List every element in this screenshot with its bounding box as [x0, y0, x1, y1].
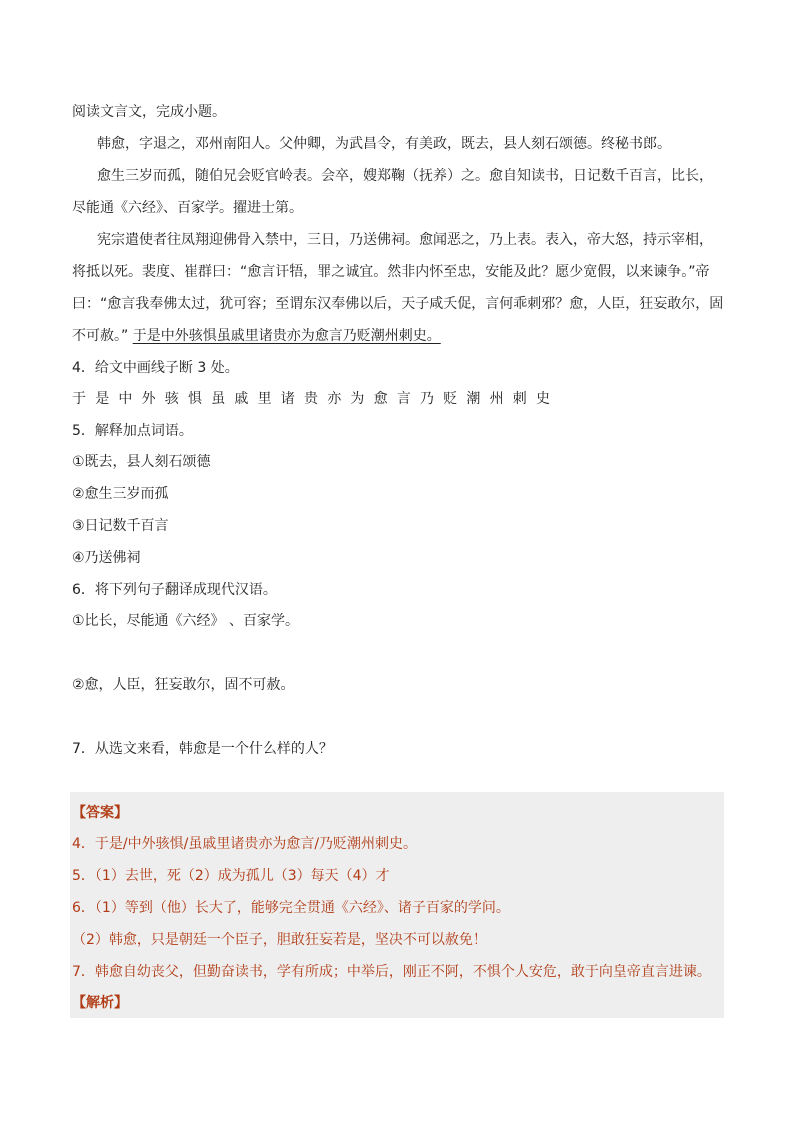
- question-5-item-1: ①既去，县人刻石颂德: [72, 454, 211, 470]
- question-4: 4．给文中画线子断 3 处。: [72, 360, 239, 376]
- question-6-item-1: ①比长，尽能通《六经》 、百家学。: [72, 613, 300, 629]
- question-4-sentence: 于是中外骇惧虽戚里诸贵亦为愈言乃贬潮州刺史: [72, 391, 560, 407]
- passage-line-4-plain: 不可赦。”: [72, 328, 129, 344]
- question-5-item-4: ④乃送佛祠: [72, 550, 141, 566]
- passage-paragraph-3-line-4: [72, 326, 441, 346]
- passage-paragraph-2-line-1: 愈生三岁而孤，随伯兄会贬官岭表。会卒，嫂郑鞠（抚养）之。愈自知读书，日记数千百言，比长，: [97, 168, 713, 184]
- question-5: 5．解释加点词语。: [72, 423, 193, 439]
- analysis-heading: 【解析】: [72, 995, 128, 1011]
- passage-paragraph-3-line-1: 宪宗遣使者往凤翔迎佛骨入禁中，三日，乃送佛祠。愈闻恶之，乃上表。表入，帝大怒，持示宰相，: [97, 232, 713, 248]
- question-6-item-2: ②愈，人臣，狂妄敢尔，固不可赦。: [72, 677, 295, 693]
- question-5-item-2: ②愈生三岁而孤: [72, 486, 169, 502]
- question-7: 7．从选文来看，韩愈是一个什么样的人？: [72, 741, 333, 757]
- passage-intro: 阅读文言文，完成小题。: [72, 104, 226, 120]
- question-5-item-3: ③日记数千百言: [72, 518, 169, 534]
- answer-5: 5．（1）去世，死（2）成为孤儿（3）每天（4）才: [72, 868, 390, 884]
- underlined-sentence: 于是中外骇惧虽戚里诸贵亦为愈言乃贬潮州刺史。: [132, 328, 441, 344]
- answer-6-2: （2）韩愈，只是朝廷一个臣子，胆敢狂妄若是，坚决不可以赦免！: [72, 932, 487, 948]
- question-6: 6．将下列句子翻译成现代汉语。: [72, 582, 277, 598]
- passage-paragraph-3-line-2: 将抵以死。裴度、崔群曰：“愈言讦牾，罪之诚宜。然非内怀至忠，安能及此？愿少宽假，以来谏争。”帝: [72, 264, 710, 280]
- answer-6-1: 6．（1）等到（他）长大了，能够完全贯通《六经》、诸子百家的学问。: [72, 900, 510, 916]
- passage-paragraph-2-line-2: 尽能通《六经》、百家学。擢进士第。: [72, 200, 303, 216]
- answer-4: 4．于是/中外骇惧/虽戚里诸贵亦为愈言/乃贬潮州刺史。: [72, 836, 418, 852]
- answer-7: 7．韩愈自幼丧父，但勤奋读书，学有所成；中举后，刚正不阿，不惧个人安危，敢于向皇帝直言进谏。: [72, 964, 711, 980]
- passage-paragraph-3-line-3: 曰：“愈言我奉佛太过，犹可容；至谓东汉奉佛以后，天子咸夭促，言何乖刺邪？愈，人臣，狂妄敢尔，固: [72, 296, 724, 312]
- passage-paragraph-1: 韩愈，字退之，邓州南阳人。父仲卿，为武昌令，有美政，既去，县人刻石颂德。终秘书郎。: [97, 136, 671, 152]
- answer-heading: 【答案】: [72, 805, 128, 821]
